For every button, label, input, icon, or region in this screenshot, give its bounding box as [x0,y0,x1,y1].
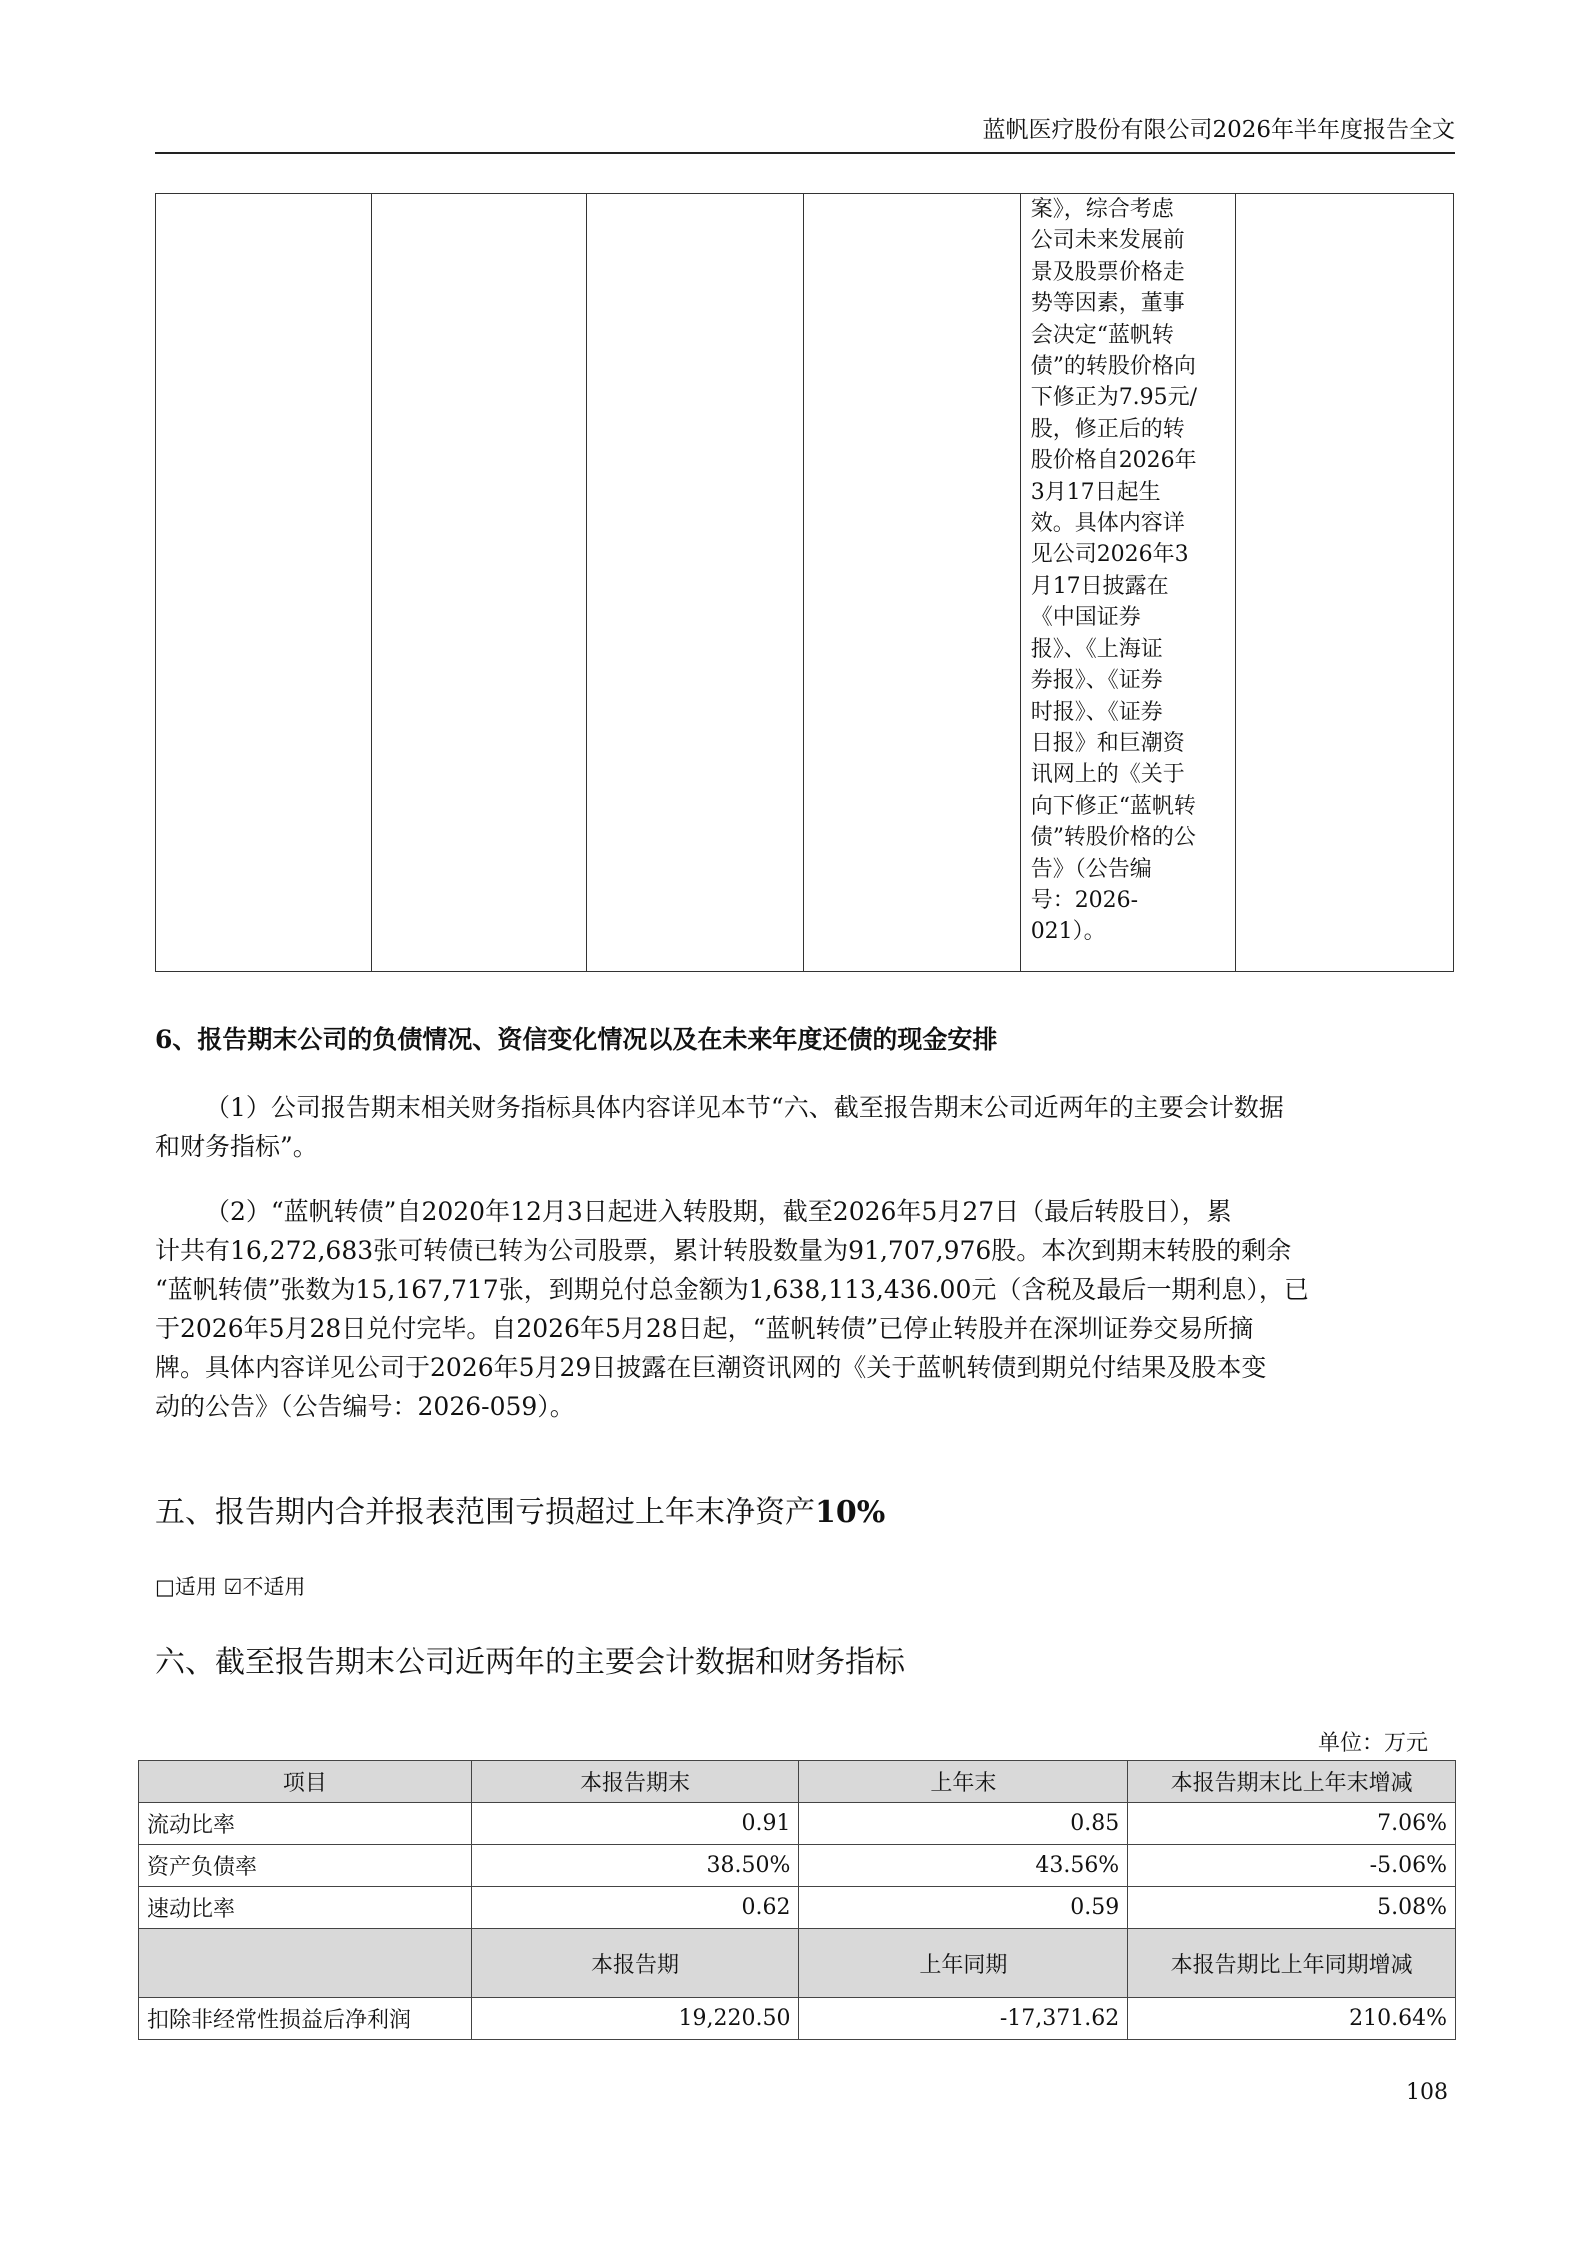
continuation-table [155,193,1454,972]
continuation-line: 3月17日起生 [1030,479,1161,505]
continuation-line: 案》，综合考虑 [1030,197,1174,222]
para2-line: 动的公告》（公告编号：2026-059）。 [155,1392,575,1421]
continuation-line: 公司未来发展前 [1030,228,1185,254]
para1-line: （1）公司报告期末相关财务指标具体内容详见本节“六、截至报告期末公司近两年的主要会计数据 [205,1093,1284,1122]
continuation-text [1021,194,1236,948]
empty-cell [156,194,372,971]
row-value: 7.06% [1128,1803,1456,1845]
empty-cell [1236,194,1453,971]
table-row [139,1845,1456,1887]
section-6-heading: 6、报告期末公司的负债情况、资信变化情况以及在未来年度还债的现金安排 [155,1025,998,1054]
continuation-line: 下修正为7.95元/ [1030,385,1198,411]
continuation-line: 见公司2026年3 [1030,542,1189,568]
continuation-line: 效。具体内容详 [1030,511,1185,537]
row-value: -5.06% [1128,1845,1456,1887]
continuation-line: 日报》和巨潮资 [1030,730,1185,756]
continuation-line: 会决定“蓝帆转 [1030,322,1174,348]
header-title: 蓝帆医疗股份有限公司2026年半年度报告全文 [982,117,1455,143]
header-cell: 本报告期末 [471,1761,799,1803]
continuation-line: 券报》、《证券 [1030,668,1163,694]
row-value: 210.64% [1128,1998,1456,2040]
section-5-heading [155,1487,885,1531]
text-cell [1021,194,1237,971]
header-cell: 上年末 [799,1761,1128,1803]
paragraph-2 [155,1192,1455,1426]
row-value: 19,220.50 [471,1998,799,2040]
continuation-line: 债”转股价格的公 [1030,825,1196,851]
row-value: 0.59 [799,1887,1128,1929]
table-row [139,1887,1456,1929]
continuation-line: 报》、《上海证 [1030,636,1163,662]
continuation-line: 告》（公告编 [1030,856,1152,882]
table-row [139,1998,1456,2040]
header-cell: 上年同期 [799,1929,1128,1998]
row-value: 5.08% [1128,1887,1456,1929]
row-label: 流动比率 [139,1803,472,1845]
financial-indicators-table [138,1760,1456,2040]
section-5-heading-text: 五、报告期内合并报表范围亏损超过上年末净资产 [155,1495,815,1530]
para2-line: （2）“蓝帆转债”自2020年12月3日起进入转股期，截至2026年5月27日（最后转股日），累 [205,1197,1232,1226]
row-value: 0.85 [799,1803,1128,1845]
continuation-line: 月17日披露在 [1030,573,1169,599]
para2-line: 牌。具体内容详见公司于2026年5月29日披露在巨潮资讯网的《关于蓝帆转债到期兑付结果及股本变 [155,1353,1267,1382]
header-cell: 本报告期 [471,1929,799,1998]
empty-cell [372,194,588,971]
row-label: 资产负债率 [139,1845,472,1887]
row-value: 0.91 [471,1803,799,1845]
para2-line: “蓝帆转债”张数为15,167,717张，到期兑付总金额为1,638,113,436.00元（含税及最后一期利息），已 [155,1275,1309,1304]
section-5-heading-percent: 10% [815,1495,886,1530]
applicability-label: □适用 ☑不适用 [155,1575,306,1599]
paragraph-1 [155,1088,1455,1166]
row-value: -17,371.62 [799,1998,1128,2040]
row-value: 43.56% [799,1845,1128,1887]
continuation-line: 向下修正“蓝帆转 [1030,793,1196,819]
para2-line: 于2026年5月28日兑付完毕。自2026年5月28日起，“蓝帆转债”已停止转股并在深圳证券交易所摘 [155,1314,1254,1343]
section-six-heading: 六、截至报告期末公司近两年的主要会计数据和财务指标 [155,1645,905,1680]
row-label: 扣除非经常性损益后净利润 [139,1998,472,2040]
header-cell: 本报告期末比上年末增减 [1128,1761,1456,1803]
para1-line: 和财务指标”。 [155,1132,318,1161]
row-value: 38.50% [471,1845,799,1887]
page-number: 108 [1406,2080,1448,2105]
header-cell: 项目 [139,1761,472,1803]
empty-cell [804,194,1021,971]
header-cell [139,1929,472,1998]
row-value: 0.62 [471,1887,799,1929]
continuation-line: 势等因素，董事 [1030,291,1185,317]
continuation-line: 债”的转股价格向 [1030,354,1196,380]
continuation-line: 讯网上的《关于 [1030,762,1185,788]
header-cell: 本报告期比上年同期增减 [1128,1929,1456,1998]
row-label: 速动比率 [139,1887,472,1929]
continuation-line: 《中国证券 [1030,605,1141,631]
continuation-line: 号：2026- [1030,887,1139,913]
continuation-line: 021）。 [1030,919,1106,945]
page-header [155,108,1455,154]
para2-line: 计共有16,272,683张可转债已转为公司股票，累计转股数量为91,707,976股。本次到期末转股的剩余 [155,1236,1292,1265]
unit-label: 单位：万元 [1317,1731,1428,1756]
continuation-line: 景及股票价格走 [1030,259,1185,285]
continuation-line: 股，修正后的转 [1030,416,1185,442]
empty-cell [587,194,804,971]
continuation-line: 股价格自2026年 [1030,448,1197,474]
table-header-row [139,1761,1456,1803]
continuation-line: 时报》、《证券 [1030,699,1163,725]
table-row [139,1803,1456,1845]
table-subheader-row [139,1929,1456,1998]
